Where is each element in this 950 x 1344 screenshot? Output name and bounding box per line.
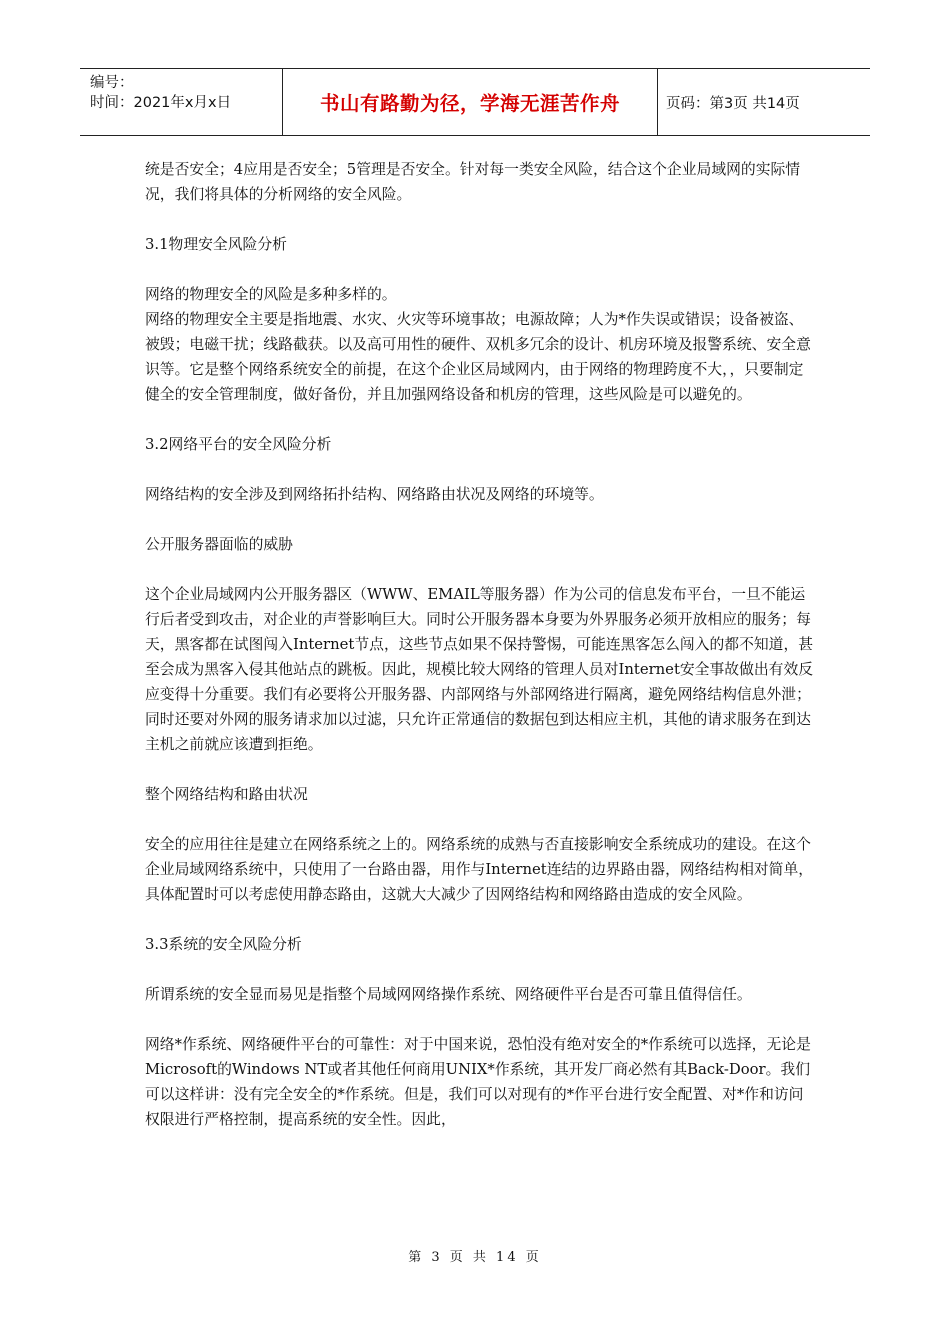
body-paragraph: 所谓系统的安全显而易见是指整个局域网网络操作系统、网络硬件平台是否可靠且值得信任。 (145, 986, 752, 1003)
document-date: 时间：2021年x月x日 (90, 95, 232, 111)
body-paragraph: 网络的物理安全主要是指地震、水灾、火灾等环境事故；电源故障；人为*作失误或错误；设备被盗、被毁；电磁干扰；线路截获。以及高可用性的硬件、双机多冗余的设计、机房环境及报警系统、安全意识等。它是整个网络系统安全的前提，在这个企业区局域网内，由于网络的物理跨度不大，，只要制定健全的安全管理制度，做好备份，并且加强网络设备和机房的管理，这些风险是可以避免的。 (145, 311, 811, 403)
subheading-network-structure: 整个网络结构和路由状况 (145, 786, 308, 803)
header-motto: 书山有路勤为径，学海无涯苦作舟 (282, 69, 658, 135)
body-paragraph: 网络*作系统、网络硬件平台的可靠性：对于中国来说，恐怕没有绝对安全的*作系统可以选择，无论是Microsoft的Windows NT或者其他任何商用UNIX*作系统，其开发厂商必然有其Back-Door。我们可以这样讲：没有完全安全的*作系统。但是，我们可以对现有的*作平台进行安全配置、对*作和访问权限进行严格控制，提高系统的安全性。因此， (145, 1036, 811, 1128)
page-footer: 第 3 页 共 14 页 (408, 1250, 542, 1265)
section-heading-3-1: 3.1物理安全风险分析 (145, 236, 287, 253)
page-header (80, 68, 870, 136)
body-paragraph: 网络的物理安全的风险是多种多样的。 (145, 286, 397, 303)
body-paragraph: 统是否安全；4应用是否安全；5管理是否安全。针对每一类安全风险，结合这个企业局域网的实际情况，我们将具体的分析网络的安全风险。 (145, 161, 801, 203)
subheading-public-servers: 公开服务器面临的威胁 (145, 536, 293, 553)
section-heading-3-2: 3.2网络平台的安全风险分析 (145, 436, 332, 453)
body-paragraph: 网络结构的安全涉及到网络拓扑结构、网络路由状况及网络的环境等。 (145, 486, 604, 503)
body-paragraph: 安全的应用往往是建立在网络系统之上的。网络系统的成熟与否直接影响安全系统成功的建设。在这个企业局域网络系统中，只使用了一台路由器，用作与Internet连结的边界路由器，网络结构相对简单，具体配置时可以考虑使用静态路由，这就大大减少了因网络结构和网络路由造成的安全风险。 (145, 836, 814, 903)
header-meta (80, 69, 282, 135)
document-number-label: 编号： (90, 75, 134, 91)
header-page-info: 页码：第3页 共14页 (666, 95, 800, 112)
document-body (145, 157, 815, 1132)
section-heading-3-3: 3.3系统的安全风险分析 (145, 936, 302, 953)
body-paragraph: 这个企业局域网内公开服务器区（WWW、EMAIL等服务器）作为公司的信息发布平台，一旦不能运行后者受到攻击，对企业的声誉影响巨大。同时公开服务器本身要为外界服务必须开放相应的服务；每天，黑客都在试图闯入Internet节点，这些节点如果不保持警惕，可能连黑客怎么闯入的都不知道，甚至会成为黑客入侵其他站点的跳板。因此，规模比较大网络的管理人员对Internet安全事故做出有效反应变得十分重要。我们有必要将公开服务器、内部网络与外部网络进行隔离，避免网络结构信息外泄；同时还要对外网的服务请求加以过滤，只允许正常通信的数据包到达相应主机，其他的请求服务在到达主机之前就应该遭到拒绝。 (145, 586, 814, 753)
